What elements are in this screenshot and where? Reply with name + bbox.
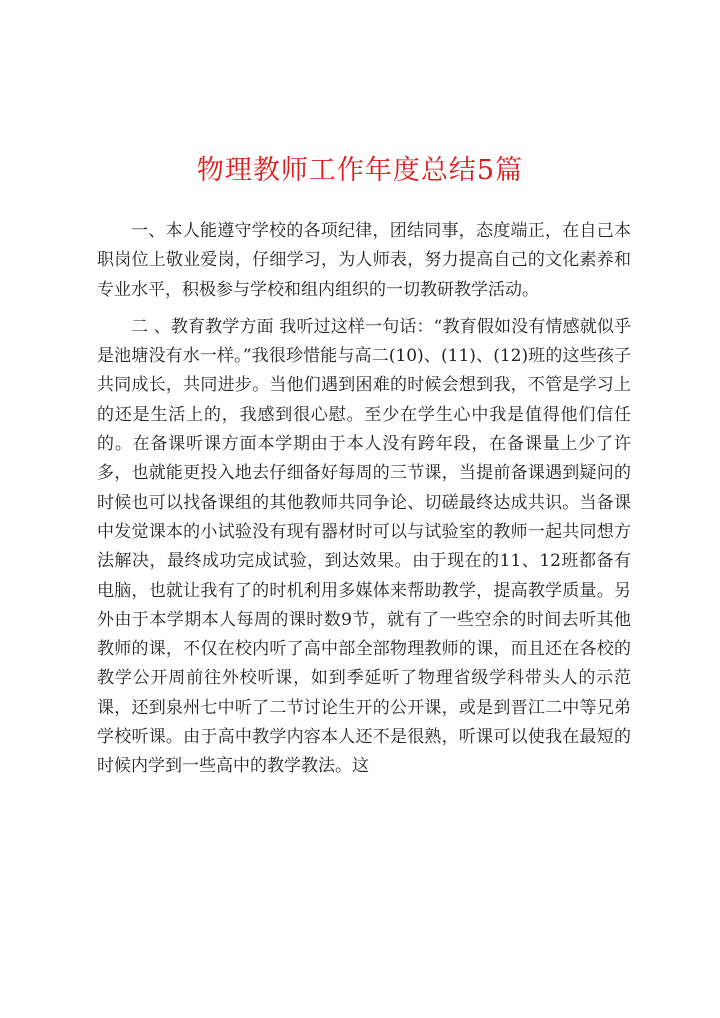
document-title: 物理教师工作年度总结5篇 <box>196 155 524 186</box>
paragraph-2: 二 、教育教学方面 我听过这样一句话：“教育假如没有情感就似乎是池塘没有水一样。”我很珍惜能与高二(10)、(11)、(12)班的这些孩子共同成长，共同进步。当他们遇到困难的时候会想到我，不管是学习上的还是生活上的，我感到很心慰。至少在学生心中我是值得他们信任的。在备课听课方面本学期由于本人没有跨年段，在备课量上少了许多，也就能更投入地去仔细备好每周的三节课，当提前备课遇到疑问的时候也可以找备课组的其他教师共同争论、切磋最终达成共识。当备课中发觉课本的小试验没有现有器材时可以与试验室的教师一起共同想方法解决，最终成功完成试验，到达效果。由于现在的11、12班都备有电脑，也就让我有了的时机利用多媒体来帮助教学，提高教学质量。另外由于本学期本人每周的课时数9节，就有了一些空余的时间去听其他教师的课，不仅在校内听了高中部全部物理教师的课，而且还在各校的教学公开周前往外校听课，如到季延听了物理省级学科带头人的示范课，还到泉州七中听了二节讨论生开的公开课，或是到晋江二中等兄弟学校听课。由于高中教学内容本人还不是很熟，听课可以使我在最短的时候内学到一些高中的教学教法。这 <box>97 316 631 777</box>
document-body <box>97 217 631 790</box>
paragraph-1: 一、本人能遵守学校的各项纪律，团结同事，态度端正，在自己本职岗位上敬业爱岗，仔细学习，为人师表，努力提高自己的文化素养和专业水平，积极参与学校和组内组织的一切教研教学活动。 <box>97 221 631 300</box>
